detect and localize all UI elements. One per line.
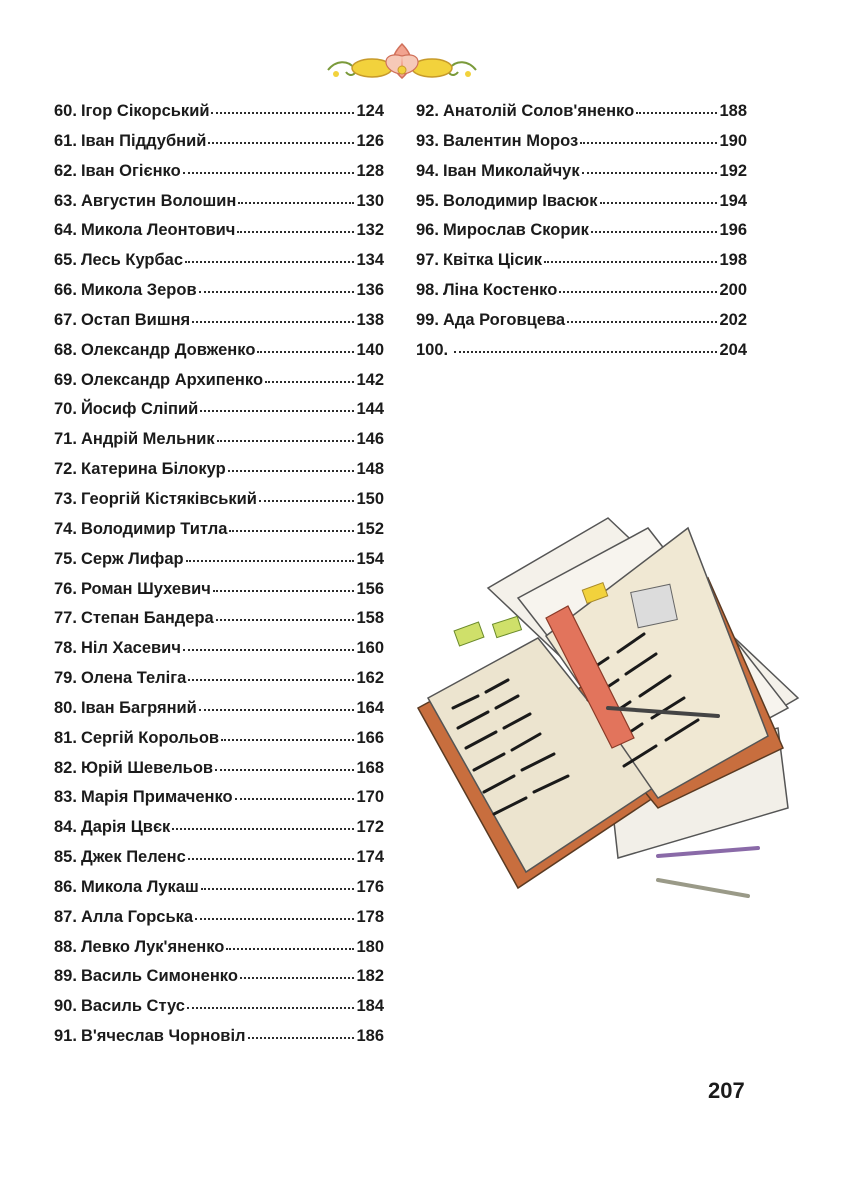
toc-entry-page: 160 xyxy=(356,639,384,658)
toc-entry-title: Микола Зеров xyxy=(80,281,197,300)
toc-entry xyxy=(54,455,384,485)
toc-entry xyxy=(54,246,384,276)
toc-entry-title: Олександр Довженко xyxy=(80,340,256,359)
toc-entry-number: 83. xyxy=(54,788,77,807)
toc-entry-number: 93. xyxy=(416,131,439,150)
dot-leader xyxy=(235,796,355,800)
dot-leader xyxy=(188,677,354,681)
toc-entry-page: 164 xyxy=(356,698,384,717)
dot-leader xyxy=(213,588,355,592)
dot-leader xyxy=(248,1035,355,1039)
toc-entry-title: Іван Багряний xyxy=(80,698,197,717)
toc-entry-title: Роман Шухевич xyxy=(80,579,211,598)
toc-entry xyxy=(54,724,384,754)
toc-entry xyxy=(54,127,384,157)
toc-entry xyxy=(416,157,747,187)
toc-entry-number: 87. xyxy=(54,907,77,926)
toc-entry-page: 130 xyxy=(356,191,384,210)
toc-entry-page: 146 xyxy=(356,430,384,449)
toc-entry-title: Валентин Мороз xyxy=(442,131,579,150)
toc-entry-title: Лесь Курбас xyxy=(80,251,184,270)
toc-entry xyxy=(54,962,384,992)
toc-entry-title: Іван Миколайчук xyxy=(442,161,580,180)
toc-entry-number: 92. xyxy=(416,102,439,120)
toc-entry-title: Августин Волошин xyxy=(80,191,237,210)
dot-leader xyxy=(229,528,354,532)
dot-leader xyxy=(600,200,718,204)
dot-leader xyxy=(567,319,717,323)
toc-entry-page: 192 xyxy=(719,161,747,180)
dot-leader xyxy=(259,498,355,502)
dot-leader xyxy=(188,856,355,860)
toc-entry xyxy=(54,992,384,1022)
toc-entry-title: Остап Вишня xyxy=(80,310,191,329)
toc-entry xyxy=(54,187,384,217)
toc-entry xyxy=(54,754,384,784)
toc-entry xyxy=(54,813,384,843)
toc-entry-number: 79. xyxy=(54,669,77,688)
toc-entry-number: 86. xyxy=(54,877,77,896)
toc-entry-title: Василь Симоненко xyxy=(80,967,238,986)
toc-entry-page: 152 xyxy=(356,519,384,538)
toc-entry-page: 132 xyxy=(356,221,384,240)
toc-entry-number: 76. xyxy=(54,579,77,598)
toc-entry-page: 158 xyxy=(356,609,384,628)
toc-right-column xyxy=(416,97,747,366)
dot-leader xyxy=(172,826,354,830)
toc-entry-title: Квітка Цісик xyxy=(442,251,543,270)
toc-left-column xyxy=(54,97,384,1052)
toc-entry-number: 78. xyxy=(54,639,77,658)
toc-entry xyxy=(54,216,384,246)
dot-leader xyxy=(201,886,355,890)
toc-entry-page: 136 xyxy=(356,281,384,300)
toc-entry-title: Володимир Титла xyxy=(80,519,228,538)
toc-entry-number: 66. xyxy=(54,281,77,300)
toc-entry-page: 198 xyxy=(719,251,747,270)
toc-entry-title: Ніл Хасевич xyxy=(80,639,181,658)
toc-entry-title: Ліна Костенко xyxy=(442,281,558,300)
toc-entry-page: 196 xyxy=(719,221,747,240)
toc-entry-page: 162 xyxy=(356,669,384,688)
toc-entry-title: Йосиф Сліпий xyxy=(80,400,199,419)
toc-entry xyxy=(54,157,384,187)
toc-entry-number: 99. xyxy=(416,310,439,329)
toc-entry-number: 77. xyxy=(54,609,77,628)
toc-entry-page: 168 xyxy=(356,758,384,777)
dot-leader xyxy=(591,229,718,233)
toc-entry-number: 100. xyxy=(416,340,449,359)
toc-entry-title: Іван Огієнко xyxy=(80,161,181,180)
toc-entry-page: 186 xyxy=(356,1027,384,1046)
toc-entry-page: 138 xyxy=(356,310,384,329)
dot-leader xyxy=(238,200,354,204)
toc-entry-number: 64. xyxy=(54,221,77,240)
toc-entry-title: Ігор Сікорський xyxy=(80,102,210,120)
dot-leader xyxy=(240,975,355,979)
toc-entry-number: 98. xyxy=(416,281,439,300)
toc-entry-title: Алла Горська xyxy=(80,907,194,926)
dot-leader xyxy=(454,349,717,353)
toc-entry-page: 134 xyxy=(356,251,384,270)
toc-entry-number: 84. xyxy=(54,818,77,837)
toc-entry xyxy=(416,127,747,157)
toc-entry-number: 62. xyxy=(54,161,77,180)
toc-entry xyxy=(416,187,747,217)
toc-entry-page: 128 xyxy=(356,161,384,180)
toc-entry-number: 85. xyxy=(54,848,77,867)
toc-entry-number: 68. xyxy=(54,340,77,359)
toc-entry-title: Володимир Івасюк xyxy=(442,191,598,210)
toc-entry-page: 194 xyxy=(719,191,747,210)
toc-entry xyxy=(54,395,384,425)
toc-entry-page: 154 xyxy=(356,549,384,568)
toc-entry-title: Марія Примаченко xyxy=(80,788,233,807)
dot-leader xyxy=(544,259,717,263)
dot-leader xyxy=(582,170,718,174)
toc-entry-number: 94. xyxy=(416,161,439,180)
toc-entry-title: Дарія Цвєк xyxy=(80,818,171,837)
toc-entry-title: Георгій Кістяківський xyxy=(80,489,257,508)
toc-entry-title: Катерина Білокур xyxy=(80,460,226,479)
toc-entry xyxy=(416,306,747,336)
toc-entry-page: 174 xyxy=(356,848,384,867)
toc-entry-page: 202 xyxy=(719,310,747,329)
toc-entry xyxy=(54,783,384,813)
toc-entry-page: 148 xyxy=(356,460,384,479)
toc-entry-number: 75. xyxy=(54,549,77,568)
dot-leader xyxy=(257,349,354,353)
dot-leader xyxy=(183,170,355,174)
toc-entry-page: 204 xyxy=(719,340,747,359)
toc-entry-title: Олександр Архипенко xyxy=(80,370,264,389)
dot-leader xyxy=(215,767,354,771)
toc-entry-page: 188 xyxy=(719,102,747,120)
dot-leader xyxy=(208,140,354,144)
toc-entry-title: Анатолій Солов'яненко xyxy=(442,102,635,120)
toc-entry-number: 65. xyxy=(54,251,77,270)
dot-leader xyxy=(192,319,354,323)
dot-leader xyxy=(228,468,355,472)
toc-entry-page: 126 xyxy=(356,131,384,150)
toc-entry-title: Іван Піддубний xyxy=(80,131,207,150)
toc-entry xyxy=(54,903,384,933)
toc-entry-title: Сергій Корольов xyxy=(80,728,220,747)
toc-entry-title: Серж Лифар xyxy=(80,549,184,568)
toc-entry-page: 144 xyxy=(356,400,384,419)
toc-entry-title: В'ячеслав Чорновіл xyxy=(80,1027,246,1046)
toc-entry-number: 95. xyxy=(416,191,439,210)
toc-entry-title: Левко Лук'яненко xyxy=(80,937,225,956)
toc-entry-title: Микола Лукаш xyxy=(80,877,199,896)
dot-leader xyxy=(183,647,355,651)
toc-entry-number: 89. xyxy=(54,967,77,986)
toc-entry xyxy=(54,276,384,306)
dot-leader xyxy=(199,707,355,711)
toc-entry xyxy=(54,336,384,366)
page-number: 207 xyxy=(708,1078,745,1103)
toc-entry-number: 71. xyxy=(54,430,77,449)
toc-entry-number: 69. xyxy=(54,370,77,389)
dot-leader xyxy=(195,916,354,920)
dot-leader xyxy=(580,140,717,144)
toc-entry-title: Микола Леонтович xyxy=(80,221,236,240)
toc-entry-title: Юрій Шевельов xyxy=(80,758,214,777)
toc-entry xyxy=(54,485,384,515)
toc-entry-number: 74. xyxy=(54,519,77,538)
dot-leader xyxy=(265,379,354,383)
toc-entry-number: 63. xyxy=(54,191,77,210)
toc-entry-page: 124 xyxy=(356,102,384,120)
toc-entry xyxy=(416,246,747,276)
toc-entry-page: 172 xyxy=(356,818,384,837)
toc-entry-number: 72. xyxy=(54,460,77,479)
dot-leader xyxy=(187,1005,355,1009)
toc-entry-number: 96. xyxy=(416,221,439,240)
toc-entry-title: Василь Стус xyxy=(80,997,185,1016)
dot-leader xyxy=(211,110,354,114)
toc-entry-page: 176 xyxy=(356,877,384,896)
toc-entry-title: Степан Бандера xyxy=(80,609,214,628)
toc-entry xyxy=(54,545,384,575)
dot-leader xyxy=(636,110,717,114)
toc-entry-number: 61. xyxy=(54,131,77,150)
dot-leader xyxy=(221,737,354,741)
toc-entry-page: 170 xyxy=(356,788,384,807)
toc-entry-number: 60. xyxy=(54,102,77,120)
toc-entry xyxy=(416,336,747,366)
toc-entry xyxy=(54,843,384,873)
toc-entry xyxy=(54,97,384,127)
toc-entry xyxy=(54,366,384,396)
toc-entry-number: 80. xyxy=(54,698,77,717)
toc-entry-number: 73. xyxy=(54,489,77,508)
toc-entry xyxy=(416,216,747,246)
dot-leader xyxy=(559,289,717,293)
floral-ornament xyxy=(322,36,482,88)
dot-leader xyxy=(237,229,354,233)
toc-entry xyxy=(54,515,384,545)
dot-leader xyxy=(226,946,354,950)
toc-entry xyxy=(54,604,384,634)
toc-entry-title: Мирослав Скорик xyxy=(442,221,589,240)
toc-entry-number: 67. xyxy=(54,310,77,329)
toc-entry xyxy=(54,694,384,724)
toc-entry xyxy=(416,97,747,127)
toc-entry-page: 184 xyxy=(356,997,384,1016)
toc-entry xyxy=(54,575,384,605)
toc-entry-number: 70. xyxy=(54,400,77,419)
toc-entry xyxy=(54,933,384,963)
toc-entry xyxy=(54,306,384,336)
dot-leader xyxy=(185,259,354,263)
open-book-illustration xyxy=(408,508,800,908)
dot-leader xyxy=(200,408,354,412)
toc-entry xyxy=(54,664,384,694)
toc-entry-number: 82. xyxy=(54,758,77,777)
toc-entry-number: 81. xyxy=(54,728,77,747)
toc-entry-page: 156 xyxy=(356,579,384,598)
toc-entry-page: 190 xyxy=(719,131,747,150)
toc-entry xyxy=(54,425,384,455)
dot-leader xyxy=(186,558,355,562)
toc-entry-number: 90. xyxy=(54,997,77,1016)
toc-entry-title: Олена Теліга xyxy=(80,669,187,688)
toc-entry-number: 91. xyxy=(54,1027,77,1046)
toc-entry-title: Ада Роговцева xyxy=(442,310,566,329)
toc-entry-page: 150 xyxy=(356,489,384,508)
toc-entry-title: Джек Пеленс xyxy=(80,848,186,867)
toc-entry-page: 180 xyxy=(356,937,384,956)
toc-entry-page: 178 xyxy=(356,907,384,926)
toc-entry xyxy=(54,873,384,903)
toc-entry-page: 182 xyxy=(356,967,384,986)
toc-entry-page: 200 xyxy=(719,281,747,300)
toc-entry-page: 166 xyxy=(356,728,384,747)
toc-entry xyxy=(54,634,384,664)
toc-entry-number: 97. xyxy=(416,251,439,270)
dot-leader xyxy=(199,289,355,293)
dot-leader xyxy=(216,617,355,621)
toc-entry-title: Андрій Мельник xyxy=(80,430,215,449)
toc-entry-number: 88. xyxy=(54,937,77,956)
toc-entry-page: 140 xyxy=(356,340,384,359)
toc-entry-page: 142 xyxy=(356,370,384,389)
toc-entry xyxy=(416,276,747,306)
dot-leader xyxy=(217,438,355,442)
toc-entry xyxy=(54,1022,384,1052)
